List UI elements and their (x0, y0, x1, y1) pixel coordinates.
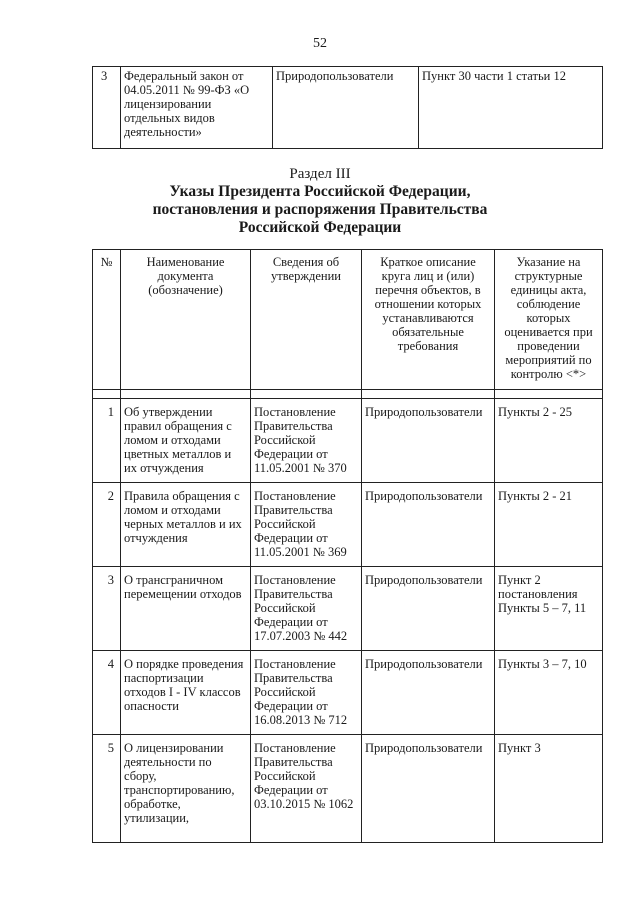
document-name: О порядке проведения паспортизации отходов I - IV классов опасности (121, 651, 251, 735)
row-number: 3 (93, 567, 121, 651)
column-header-units: Указание на структурные единицы акта, соблюдение которых оценивается при проведении мероприятий по контролю <*> (495, 250, 603, 390)
section-title-line: Указы Президента Российской Федерации, (169, 183, 471, 200)
row-number: 4 (93, 651, 121, 735)
column-header-name: Наименование документа (обозначение) (121, 250, 251, 390)
acts-table (92, 249, 603, 843)
subjects-cell: Природопользователи (362, 399, 495, 483)
section-title-line: Российской Федерации (238, 219, 402, 236)
row-number: 5 (93, 735, 121, 843)
structural-units-cell: Пункт 3 (495, 735, 603, 843)
table-header-row (93, 250, 603, 390)
subjects-cell: Природопользователи (362, 567, 495, 651)
document-name: О лицензировании деятельности по сбору, транспортированию, обработке, утилизации, (121, 735, 251, 843)
table-row (93, 399, 603, 483)
row-number: 2 (93, 483, 121, 567)
approval-info: Постановление Правительства Российской Федерации от 17.07.2003 № 442 (251, 567, 362, 651)
section-heading (0, 165, 640, 237)
approval-info: Постановление Правительства Российской Федерации от 03.10.2015 № 1062 (251, 735, 362, 843)
column-header-number: № (93, 250, 121, 390)
subjects-cell: Природопользователи (362, 651, 495, 735)
approval-info: Постановление Правительства Российской Федерации от 16.08.2013 № 712 (251, 651, 362, 735)
table-row (93, 483, 603, 567)
structural-units-cell: Пункты 2 - 21 (495, 483, 603, 567)
section-label: Раздел III (289, 166, 351, 182)
document-name: О трансграничном перемещении отходов (121, 567, 251, 651)
table-row (93, 735, 603, 843)
table-row (93, 651, 603, 735)
continuation-table (92, 66, 603, 149)
structural-units-cell: Пункты 2 - 25 (495, 399, 603, 483)
table-row (93, 67, 603, 149)
document-name: Правила обращения с ломом и отходами черных металлов и их отчуждения (121, 483, 251, 567)
subjects-cell: Природопользователи (362, 735, 495, 843)
structural-units-cell: Пункты 3 – 7, 10 (495, 651, 603, 735)
row-number: 3 (93, 67, 121, 149)
column-header-subjects: Краткое описание круга лиц и (или) перечня объектов, в отношении которых устанавливаются обязательные требования (362, 250, 495, 390)
approval-info: Постановление Правительства Российской Федерации от 11.05.2001 № 369 (251, 483, 362, 567)
document-name: Федеральный закон от 04.05.2011 № 99-ФЗ «О лицензировании отдельных видов деятельности» (121, 67, 273, 149)
structural-units-cell: Пункт 2 постановления Пункты 5 – 7, 11 (495, 567, 603, 651)
subjects-cell: Природопользователи (273, 67, 419, 149)
document-name: Об утверждении правил обращения с ломом и отходами цветных металлов и их отчуждения (121, 399, 251, 483)
page-number: 52 (313, 36, 327, 51)
table-row (93, 567, 603, 651)
header-spacer-row (93, 390, 603, 399)
section-title-line: постановления и распоряжения Правительства (152, 201, 488, 218)
approval-info: Постановление Правительства Российской Федерации от 11.05.2001 № 370 (251, 399, 362, 483)
column-header-approval: Сведения об утверждении (251, 250, 362, 390)
subjects-cell: Природопользователи (362, 483, 495, 567)
structural-units-cell: Пункт 30 части 1 статьи 12 (419, 67, 603, 149)
row-number: 1 (93, 399, 121, 483)
